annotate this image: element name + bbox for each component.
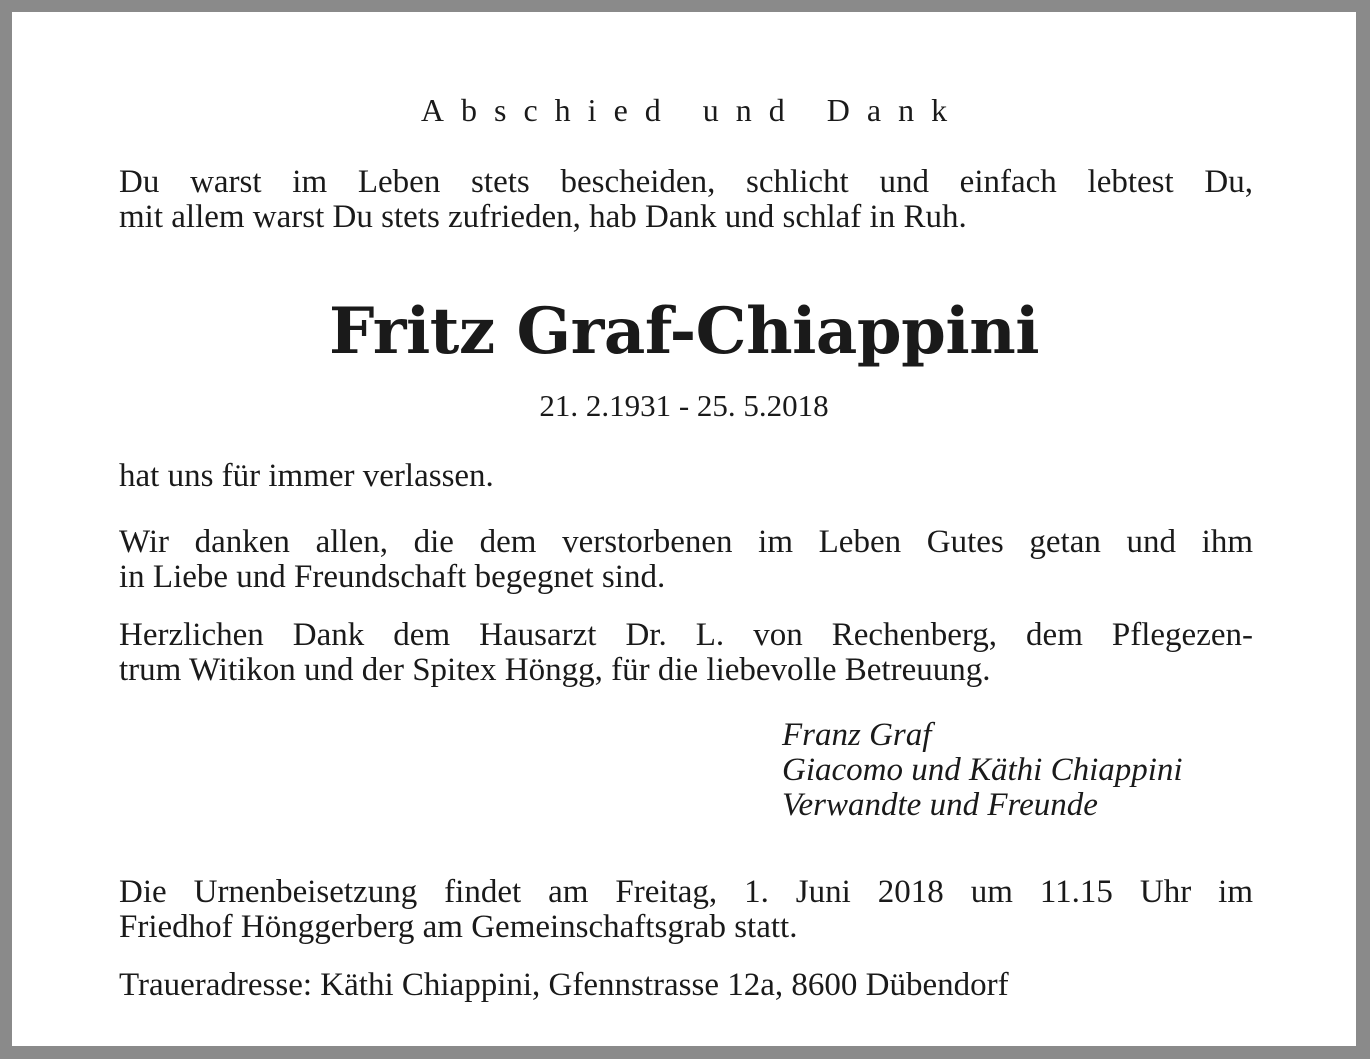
thanks-paragraph-line: in Liebe und Freundschaft begegnet sind. [119,559,666,595]
obituary-notice [12,12,1356,1046]
life-dates: 21. 2.1931 - 25. 5.2018 [539,388,829,423]
thanks-paragraph-line: Wir danken allen, die dem verstorbenen im Leben Gutes getan und ihm [119,524,1253,560]
poem-line: mit allem warst Du stets zufrieden, hab Dank und schlaf in Ruh. [119,199,967,235]
burial-info-line: Friedhof Hönggerberg am Gemeinschaftsgrab statt. [119,909,798,945]
notice-heading: Abschied und Dank [420,92,965,128]
signature-name: Franz Graf [782,717,932,753]
care-paragraph-line: trum Witikon und der Spitex Höngg, für die liebevolle Betreuung. [119,652,991,688]
deceased-name: Fritz Graf-Chiappini [328,294,1040,369]
signature-block [782,718,1183,823]
signature-name: Verwandte und Freunde [782,787,1098,823]
burial-info-line: Die Urnenbeisetzung findet am Freitag, 1. Juni 2018 um 11.15 Uhr im [119,874,1253,910]
mourning-address: Traueradresse: Käthi Chiappini, Gfennstrasse 12a, 8600 Dübendorf [119,967,1009,1003]
care-paragraph-line: Herzlichen Dank dem Hausarzt Dr. L. von Rechenberg, dem Pflegezen- [119,617,1253,653]
poem-line: Du warst im Leben stets bescheiden, schlicht und einfach lebtest Du, [119,164,1253,200]
left-us-text: hat uns für immer verlassen. [119,458,494,494]
signature-name: Giacomo und Käthi Chiappini [782,752,1183,788]
